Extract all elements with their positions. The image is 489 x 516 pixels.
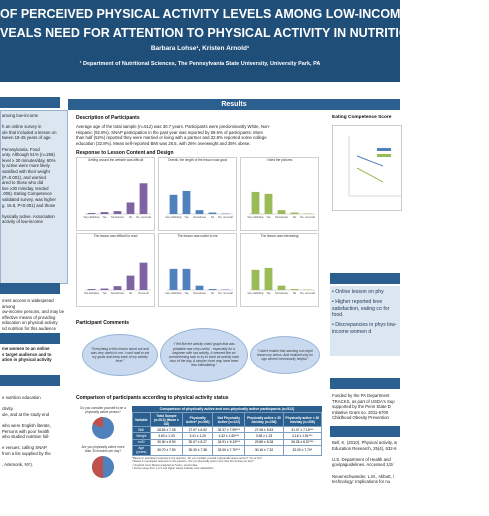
chart-svg xyxy=(241,238,318,304)
abstract-line: Pennsylvania. Food xyxy=(2,146,40,152)
tick-label: Sometimes xyxy=(193,216,206,219)
comparison-table-block xyxy=(132,406,322,471)
methods-line: Persons with poor health xyxy=(2,428,50,434)
table-cell: 32.00 ± 7.70*** xyxy=(213,445,245,455)
reference-line: Bell, K. (2010). Physical activity, w xyxy=(332,440,398,445)
comparison-heading: Comparison of participants according to physical activity status xyxy=(76,395,229,401)
reference-line: Education Research, 25(4), 632-6 xyxy=(332,445,397,451)
tick-label: No xyxy=(210,216,215,219)
tick-label: No xyxy=(292,216,297,219)
funding-line: Funded by the PA Department xyxy=(332,393,390,398)
ec-line-chart xyxy=(332,125,402,211)
bar xyxy=(291,213,299,214)
methods-line: e nutrition education xyxy=(2,395,41,400)
table-cell: 28.53 ± 7.35 xyxy=(150,427,183,433)
chart-interesting xyxy=(240,233,319,307)
participants-line: Average age of the total sample (n=512) was 30.7 years. Participants were predominantly White, Non- xyxy=(76,124,271,129)
table-header-cell: Not Physically Active (n=122) xyxy=(213,413,245,427)
tick-label: No xyxy=(210,292,215,295)
response-heading: Response to Lesson Content and Design xyxy=(76,150,174,156)
bar xyxy=(88,213,96,214)
reference-line: U.S. Department of Health and xyxy=(332,456,391,462)
abstract-line: .005). Eating Competence xyxy=(2,191,52,197)
bar xyxy=(265,268,273,290)
left-section-bar-4 xyxy=(0,375,60,386)
references-text xyxy=(332,440,400,485)
tick-label: No, not at all xyxy=(300,216,315,219)
chart-website-difficult xyxy=(76,157,155,231)
chart-title: The lesson was interesting xyxy=(260,234,299,238)
tick-label: Yes xyxy=(184,216,189,219)
table-row-header: Weight xyxy=(133,433,151,439)
table-cell: 30.70 ± 7.50 xyxy=(150,445,183,455)
bar xyxy=(140,263,148,290)
comment-bubble-1: "Everything in this lesson stood out and was very useful to me. I can't wait to set my goals and keep track of my activity level." xyxy=(82,334,158,376)
conclusions-box xyxy=(330,286,400,356)
bar xyxy=(127,202,135,214)
background-line: education on physical activity xyxy=(2,320,58,326)
footnote-line: *Based on participant response to the question, 'Do you consider yourself a physically active person?' Yes or No? xyxy=(132,456,262,460)
bar xyxy=(278,286,286,290)
conclusion-item-3: • Discrepancies in phys low-income women d xyxy=(332,322,397,335)
table-cell: 27.08 ± 5.53 xyxy=(245,427,283,433)
abstract-line: tween 18-45 years of age. xyxy=(2,135,52,141)
table-cell: 3.38 ± 1.23 xyxy=(245,433,283,439)
table-cell: 4.15 ± 1.51*** xyxy=(283,433,321,439)
bar xyxy=(101,289,109,290)
conclusions-list xyxy=(330,286,400,339)
poster-title xyxy=(0,5,489,43)
participants-line: education (32.8%). Mean self-reported BMI was 28.5, with 26% overweight and 35% obese. xyxy=(76,140,251,146)
funding-text xyxy=(332,393,400,421)
abstract-line: level ≥ 30 minutes/day, 60% xyxy=(2,157,56,163)
table-header-row xyxy=(133,413,322,427)
comments-heading: Participant Comments xyxy=(76,320,130,326)
results-section-bar: Results xyxy=(68,99,400,110)
bar xyxy=(265,194,273,214)
conclusion-text: Discrepancies in phys low-income women d xyxy=(332,322,397,335)
abstract-line: hysically active. Association xyxy=(2,213,55,219)
acknowledgement-section-bar xyxy=(330,378,400,389)
bar xyxy=(196,210,204,214)
background-line: ment access is widespread among xyxy=(2,298,54,309)
pie-chart-svg xyxy=(78,453,128,481)
tick-label: Sometimes xyxy=(111,216,124,219)
abstract-line: validated survey, was higher xyxy=(2,196,56,202)
bar xyxy=(127,276,135,290)
tick-label: Sometimes xyxy=(111,292,124,295)
bar xyxy=(114,211,122,214)
abstract-line: ared to those who did xyxy=(2,180,44,186)
reference-line: gov/paguidelines. Accessed 1/2/ xyxy=(332,462,394,468)
table-row-header: Age (years) xyxy=(133,445,151,455)
table-header-cell: Physically active < 30 min/day (n=256) xyxy=(283,413,321,427)
chart-svg xyxy=(159,238,236,304)
chart-length-good xyxy=(158,157,237,231)
background-line: nd nutrition for this audience xyxy=(2,325,56,331)
methods-line: who were English literate, xyxy=(2,422,51,428)
funding-line: TRACKS, as part of USDA's Sup xyxy=(332,398,395,404)
conclusion-text: Higher reported leve satisfaction, eating co for food. xyxy=(332,298,390,319)
chart-svg xyxy=(159,162,236,228)
tick-label: Yes xyxy=(102,216,107,219)
abstract-line: tive ≥30 min/day, tended xyxy=(2,185,49,191)
methods-line: ule, and at the study end xyxy=(2,411,50,417)
methods-line: from a list supplied by the xyxy=(2,450,51,456)
abstract-line: (P=0.001), and worried xyxy=(2,174,46,180)
abstract-line: among low-income xyxy=(2,113,39,118)
pie-block-2 xyxy=(78,445,128,486)
tick-label: No xyxy=(128,216,133,219)
reference-line: Neuenschwander, L.M., Abbott, / xyxy=(332,473,395,479)
left-section-bar-2 xyxy=(0,283,60,294)
methods-line: ctivity. xyxy=(2,406,14,412)
bar xyxy=(101,212,109,214)
ec-line-active xyxy=(357,156,383,166)
table-header-cell: Total Sample (n=512) (Mean ± SD) xyxy=(150,413,183,427)
tick-label: No xyxy=(292,292,297,295)
tick-label: Very definitely xyxy=(165,216,182,219)
abstract-line: g. 16.8, P<0.001) and those xyxy=(2,202,56,208)
pie-chart-svg xyxy=(78,414,128,442)
participants-line: than half (52%) reported they were married or living with a partner and 32.8% reported some college xyxy=(76,135,267,141)
methods-text xyxy=(2,395,66,468)
chart-useful xyxy=(158,233,237,307)
tick-label: No, not at all xyxy=(300,292,315,295)
table-header-cell: Variable xyxy=(133,413,151,427)
left-section-bar-1 xyxy=(0,97,60,108)
tick-label: Sometimes xyxy=(193,292,206,295)
conclusions-section-bar xyxy=(330,273,400,284)
chart-svg xyxy=(77,162,154,228)
bar xyxy=(196,286,204,290)
bar xyxy=(88,289,96,290)
affiliation: ¹ Department of Nutritional Sciences, The Pennsylvania State University, University Park, PA xyxy=(79,61,321,67)
table-cell: 26.28 ± 8.57*** xyxy=(283,439,321,445)
tick-label: Sometimes xyxy=(275,292,288,295)
conclusion-text: Online lesson on phy xyxy=(335,289,384,295)
left-section-bar-3 xyxy=(0,333,60,344)
abstract-line: activity of low-income xyxy=(2,219,43,225)
table-header-cell: Physically Active* (n=390) xyxy=(183,413,213,427)
objective-line: ation in physical activity xyxy=(2,357,52,363)
tick-label: No, not at all xyxy=(136,216,151,219)
table-cell: 30.50 ± 8.90 xyxy=(150,439,183,445)
comparison-table xyxy=(132,412,322,456)
chart-title: The lesson was difficult to read xyxy=(93,234,138,238)
table-footnotes xyxy=(132,457,322,471)
table-header-cell: Physically active ≥ 30 min/day (n=256) xyxy=(245,413,283,427)
chart-title: I liked the pictures xyxy=(266,158,293,162)
tick-label: Very definitely xyxy=(83,216,100,219)
bar xyxy=(114,286,122,290)
table-cell: 3.63 ± 1.33 xyxy=(150,433,183,439)
authors: Barbara Lohse¹, Kristen Arnold¹ xyxy=(150,45,250,52)
footnote-line: ² Scores range from 1 to 5 and higher values indicate more satisfaction xyxy=(132,467,214,471)
table-cell: 30.30 ± 7.38 xyxy=(183,445,213,455)
pie-block-1 xyxy=(78,406,128,447)
pie-slice-no xyxy=(92,456,103,478)
title-line-1: OF PERCEIVED PHYSICAL ACTIVITY LEVELS AMONG LOW-INCOME WOMEN IN P xyxy=(0,7,489,21)
table-cell: 31.07 ± 7.15*** xyxy=(283,427,321,433)
table-row xyxy=(133,445,322,455)
abstract-text xyxy=(2,113,66,225)
ec-legend-mark-1 xyxy=(377,148,391,151)
methods-line: who studied nutrition full- xyxy=(2,434,50,440)
pie-title: Are you physically active more than 30 minutes per day? xyxy=(81,445,125,453)
ec-line-inactive xyxy=(357,168,383,182)
tick-label: No xyxy=(128,292,133,295)
references-section-bar xyxy=(330,426,400,437)
funding-line: supported by the Penn State D xyxy=(332,404,391,410)
tick-label: Yes xyxy=(266,216,271,219)
participants-text xyxy=(76,124,306,146)
table-cell: 32.37 ± 7.99*** xyxy=(213,427,245,433)
tick-label: Very definitely xyxy=(247,216,264,219)
ec-chart-svg xyxy=(333,126,401,210)
tick-label: Yes xyxy=(102,292,107,295)
tick-label: No, not at all xyxy=(218,292,233,295)
abstract-line: ly active were more likely xyxy=(2,163,50,169)
table-cell: 4.32 ± 1.50*** xyxy=(213,433,245,439)
funding-line: Initiative Grant no. 2011-6700 xyxy=(332,409,389,415)
bar xyxy=(252,270,260,290)
tick-label: Not definitely xyxy=(84,292,99,295)
pie-title: Do you consider yourself to be a physically active person? xyxy=(80,406,126,414)
bar xyxy=(209,289,217,290)
bar xyxy=(209,213,217,214)
chart-title: Overall, the length of the lesson was good xyxy=(167,158,228,162)
chart-title: Getting around the website was difficult xyxy=(87,158,144,162)
ec-legend-mark-2 xyxy=(377,154,391,157)
participants-heading: Description of Participants xyxy=(76,115,140,121)
title-line-2: VEALS NEED FOR ATTENTION TO PHYSICAL ACTIVITY IN NUTRITION EDUCATIO xyxy=(0,26,486,40)
objective-text xyxy=(2,346,66,363)
table-cell: 3.41 ± 1.20 xyxy=(183,433,213,439)
conclusion-item-2: • Higher reported leve satisfaction, eating co for food. xyxy=(332,298,390,319)
bar xyxy=(252,192,260,214)
ec-chart-title: Eating Competence Score xyxy=(332,115,392,120)
chart-difficult-read xyxy=(76,233,155,307)
tick-label: Yes xyxy=(184,292,189,295)
chart-svg xyxy=(241,162,318,228)
tick-label: Sometimes xyxy=(275,216,288,219)
methods-line: e venues; calling SNAP xyxy=(2,445,47,451)
table-cell: 32.00 ± 7.70* xyxy=(283,445,321,455)
background-line: ow-income persons, and may be xyxy=(2,309,65,315)
bar xyxy=(183,191,191,214)
bar xyxy=(170,195,178,214)
bar xyxy=(170,269,178,290)
bar xyxy=(278,210,286,214)
reference-line: technology: Implications for nu xyxy=(332,479,391,485)
abstract-line: unty. Although 51% (n=256) xyxy=(2,152,55,158)
table-cell: 29.88 ± 8.28 xyxy=(245,439,283,445)
funding-line: Childhood Obesity Prevention xyxy=(332,415,389,421)
tick-label: Very definitely xyxy=(247,292,264,295)
bar xyxy=(140,183,148,214)
footnote-line: ª Based on participant response to the question, 'Are you physically active more than 30 minutes per day?' xyxy=(132,460,254,464)
table-caption: Comparison of physically active and non-physically active participants (n=512) xyxy=(132,406,322,412)
bar xyxy=(183,269,191,290)
table-row-header: BMI xyxy=(133,427,151,433)
tick-label: Very definitely xyxy=(165,292,182,295)
comment-bubble-2: "I felt like the activity chart/ graph that was printable was very useful... especially for a beginner with low activity. It seemed like an overwhelming task to try to track all activity each hour of the day. A simpler chart may have been less intimidating." xyxy=(160,328,248,382)
participants-line: Hispanic (92.8%). SNAP participation in the past year was reported by 59.6% of participants. More xyxy=(76,129,263,135)
tick-label: Not at all xyxy=(138,292,149,295)
abstract-line: satisfied with their weight xyxy=(2,168,50,174)
table-cell: 30.16 ± 7.32 xyxy=(245,445,283,455)
table-cell: 30.07 ± 8.27 xyxy=(183,439,213,445)
tick-label: No, not at all xyxy=(218,216,233,219)
abstract-line: h an online survey in xyxy=(2,124,42,130)
background-text xyxy=(2,298,66,337)
abstract-line: ule that included a lesson on xyxy=(2,129,57,135)
table-cell: 24.91 ± 9.13*** xyxy=(213,439,245,445)
bar xyxy=(291,289,299,290)
footnote-line: ¹ Unpaired t-test; Means analyzed as 5-item, scored data xyxy=(132,463,198,467)
conclusion-item-1: • Online lesson on phy xyxy=(332,289,384,295)
chart-title: The lesson was useful to me xyxy=(177,234,218,238)
tick-label: Yes xyxy=(266,292,271,295)
chart-svg xyxy=(77,238,154,304)
methods-line: , Ankmonk, NY). xyxy=(2,462,34,468)
objective-line: me women to an online xyxy=(2,346,50,351)
chart-liked-pictures xyxy=(240,157,319,231)
comment-bubble-3: "I didn't realize that washing out might lessen my stress. And realized why on ugo weren't necessarily helpful." xyxy=(250,336,320,374)
background-line: effective means of providing xyxy=(2,314,56,320)
table-row-header: ecSI xyxy=(133,439,151,445)
objective-line: s target audience and to xyxy=(2,351,52,357)
table-cell: 27.97 ± 6.52 xyxy=(183,427,213,433)
